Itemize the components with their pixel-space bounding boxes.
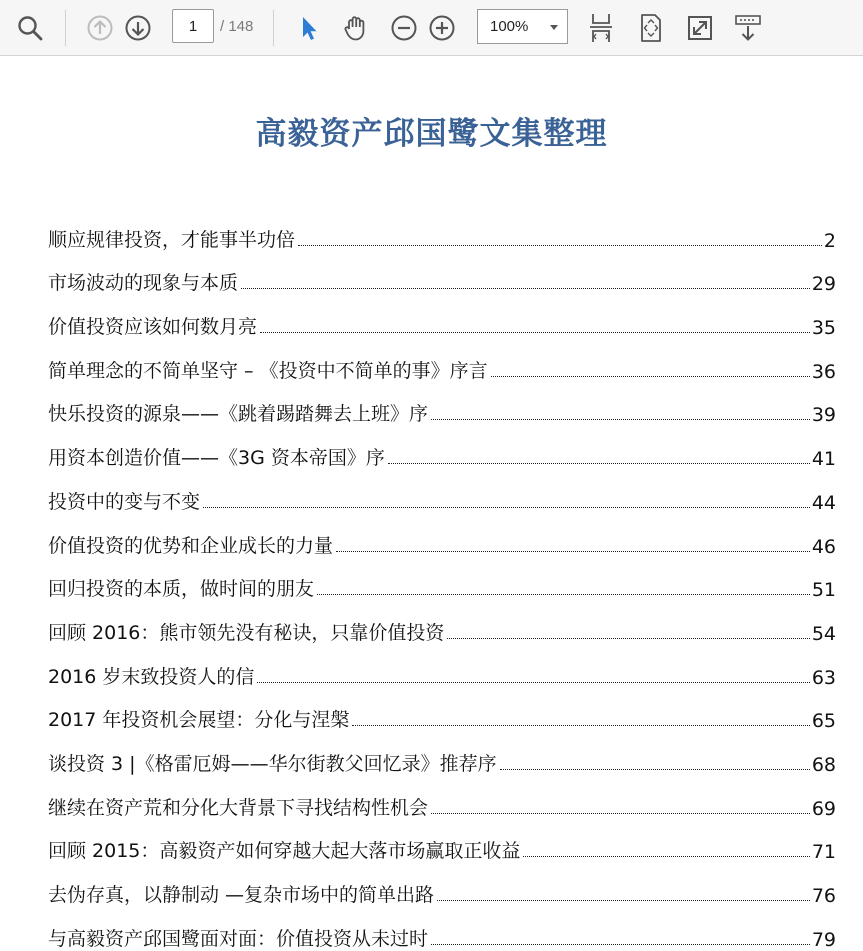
toc-entry-title: 市场波动的现象与本质 <box>48 272 239 295</box>
zoom-out-icon[interactable] <box>386 10 422 46</box>
fit-width-icon[interactable] <box>583 10 619 46</box>
toc-entry[interactable] <box>48 601 836 645</box>
table-of-contents <box>48 208 836 951</box>
toc-entry-title: 谈投资 3 |《格雷厄姆——华尔街教父回忆录》推荐序 <box>48 752 497 775</box>
toc-entry-page-number: 79 <box>811 928 836 951</box>
toc-entry[interactable] <box>48 514 836 558</box>
toc-entry[interactable] <box>48 732 836 776</box>
toc-dot-leader <box>500 769 810 770</box>
toc-entry-page-number: 69 <box>811 797 836 820</box>
toc-entry-page-number: 46 <box>811 535 836 558</box>
page-total: / 148 <box>220 18 254 35</box>
toc-entry-title: 价值投资应该如何数月亮 <box>48 316 258 339</box>
toc-entry[interactable] <box>48 208 836 252</box>
toc-dot-leader <box>317 594 810 595</box>
zoom-value: 100% <box>490 18 529 35</box>
toc-entry[interactable] <box>48 383 836 427</box>
toc-dot-leader <box>431 419 810 420</box>
toc-dot-leader <box>447 638 809 639</box>
toc-entry-page-number: 63 <box>811 666 836 689</box>
hand-tool-icon[interactable] <box>338 10 374 46</box>
toc-entry[interactable] <box>48 470 836 514</box>
toc-entry-page-number: 65 <box>811 710 836 733</box>
toc-entry-page-number: 76 <box>811 885 836 907</box>
toolbar-divider <box>65 10 66 46</box>
next-page-icon[interactable] <box>120 10 156 46</box>
toc-dot-leader <box>437 900 810 901</box>
toc-dot-leader <box>431 944 810 945</box>
toc-entry-title: 回顾 2015：高毅资产如何穿越大起大落市场赢取正收益 <box>48 840 521 863</box>
toc-entry[interactable] <box>48 907 836 951</box>
toc-entry-title: 2017 年投资机会展望：分化与涅槃 <box>48 709 350 732</box>
toc-entry-page-number: 41 <box>811 448 836 471</box>
toc-dot-leader <box>298 245 822 246</box>
fullscreen-icon[interactable] <box>682 10 718 46</box>
toc-entry-title: 与高毅资产邱国鹭面对面：价值投资从未过时 <box>48 927 429 950</box>
toolbar-divider <box>273 10 274 46</box>
toc-entry-title: 继续在资产荒和分化大背景下寻找结构性机会 <box>48 796 429 819</box>
toc-dot-leader <box>336 551 810 552</box>
toc-entry[interactable] <box>48 339 836 383</box>
document-title: 高毅资产邱国鹭文集整理 <box>255 116 608 152</box>
toc-dot-leader <box>388 463 810 464</box>
toc-entry-page-number: 39 <box>811 404 836 427</box>
toc-entry-page-number: 36 <box>811 360 836 383</box>
select-cursor-icon[interactable] <box>290 10 326 46</box>
toc-dot-leader <box>491 376 810 377</box>
toc-entry-title: 用资本创造价值——《3G 资本帝国》序 <box>48 447 385 470</box>
toc-entry-page-number: 54 <box>811 622 836 645</box>
toc-entry-page-number: 44 <box>811 491 836 514</box>
toc-entry-title: 投资中的变与不变 <box>48 490 201 513</box>
toc-entry-title: 去伪存真，以静制动 —复杂市场中的简单出路 <box>48 884 435 906</box>
prev-page-icon[interactable] <box>82 10 118 46</box>
toc-entry[interactable] <box>48 558 836 602</box>
toc-entry-page-number: 2 <box>823 229 836 252</box>
toc-entry-title: 2016 岁末致投资人的信 <box>48 665 255 688</box>
toc-entry-title: 简单理念的不简单坚守 – 《投资中不简单的事》序言 <box>48 359 488 382</box>
search-icon[interactable] <box>12 10 48 46</box>
page-number-input[interactable] <box>172 9 214 43</box>
toc-entry-page-number: 71 <box>811 841 836 864</box>
toc-dot-leader <box>523 856 809 857</box>
toc-dot-leader <box>257 682 809 683</box>
zoom-in-icon[interactable] <box>424 10 460 46</box>
toc-dot-leader <box>431 813 810 814</box>
toc-dot-leader <box>260 332 810 333</box>
toc-dot-leader <box>203 507 810 508</box>
toc-entry[interactable] <box>48 820 836 864</box>
fit-page-icon[interactable] <box>633 10 669 46</box>
download-icon[interactable] <box>730 10 766 46</box>
toc-entry-title: 回顾 2016：熊市领先没有秘诀，只靠价值投资 <box>48 621 445 644</box>
toc-entry-title: 回归投资的本质，做时间的朋友 <box>48 578 315 601</box>
pdf-toolbar <box>0 0 863 56</box>
toc-entry[interactable] <box>48 295 836 339</box>
toc-entry-title: 顺应规律投资，才能事半功倍 <box>48 228 296 251</box>
toc-entry[interactable] <box>48 689 836 733</box>
toc-entry-page-number: 35 <box>811 317 836 340</box>
chevron-down-icon <box>550 25 558 30</box>
toc-dot-leader <box>352 725 809 726</box>
toc-dot-leader <box>241 288 810 289</box>
toc-entry-title: 快乐投资的源泉——《跳着踢踏舞去上班》序 <box>48 403 429 426</box>
toc-entry[interactable] <box>48 252 836 296</box>
toc-entry[interactable] <box>48 645 836 689</box>
toc-entry-page-number: 51 <box>811 579 836 602</box>
toc-entry-page-number: 29 <box>811 273 836 296</box>
toc-entry[interactable] <box>48 776 836 820</box>
toc-entry[interactable] <box>48 426 836 470</box>
zoom-select[interactable] <box>477 9 568 44</box>
toc-entry[interactable] <box>48 863 836 907</box>
toc-entry-title: 价值投资的优势和企业成长的力量 <box>48 534 334 557</box>
toc-entry-page-number: 68 <box>811 753 836 776</box>
